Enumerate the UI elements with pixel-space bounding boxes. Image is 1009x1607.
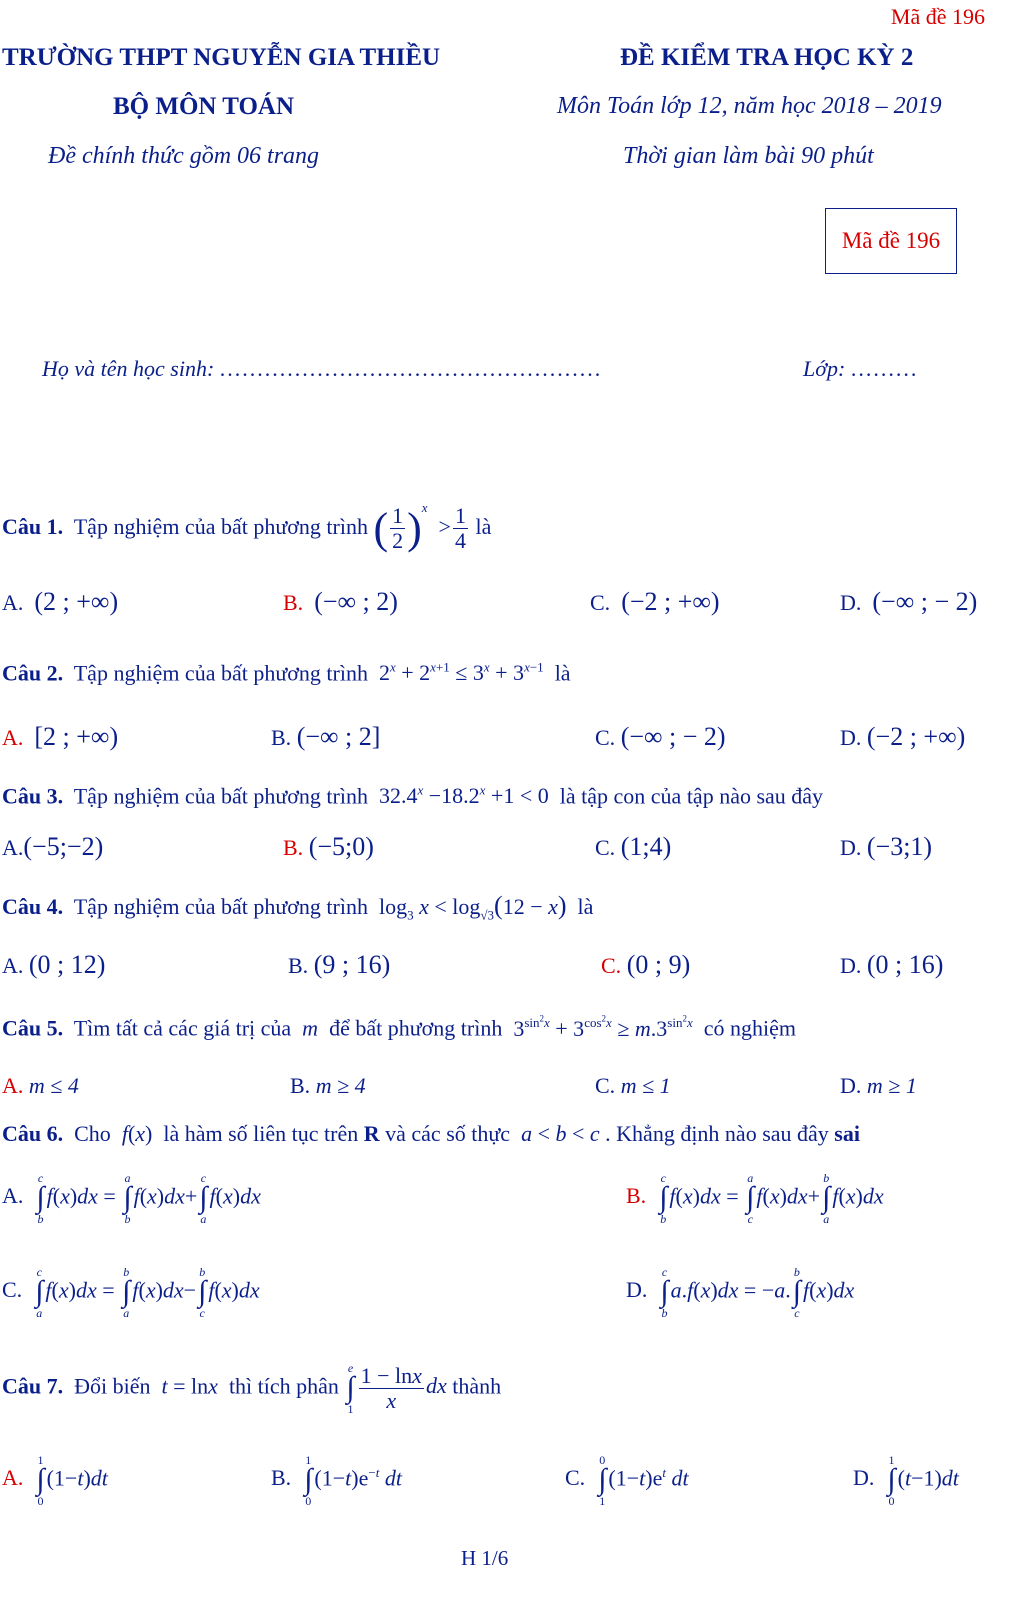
function-fx: f(x) [121, 1121, 158, 1146]
option-letter: B. [271, 1465, 292, 1491]
exam-code-box-text: Mã đề 196 [841, 228, 941, 253]
option-3a[interactable] [2, 832, 103, 862]
school-name: TRƯỜNG THPT NGUYỄN GIA THIỀU [2, 44, 441, 71]
option-value: (2 ; +∞) [34, 587, 119, 616]
option-5c[interactable] [595, 1073, 671, 1099]
question-text-end: thành [452, 1373, 502, 1399]
question-text-end: là [475, 514, 492, 539]
option-6d[interactable]: D. c ∫ b a.f(x)dx = −a. b ∫ c f(x)dx [626, 1265, 855, 1320]
question-label: Câu 7. [2, 1373, 64, 1399]
integral-formula: e ∫ 1 $\frac{1 - \ln x}{x}$ dx [346, 1361, 447, 1416]
option-6b[interactable]: B. c ∫ b f(x)dx = a ∫ c f(x)dx+ b ∫ a f(x)dx [626, 1171, 884, 1226]
option-letter: D. [626, 1277, 648, 1303]
question-text-mid2: và các số thực [385, 1121, 511, 1146]
option-letter: C. [595, 725, 616, 750]
exam-title: ĐỀ KIỂM TRA HỌC KỲ 2 [620, 44, 914, 71]
inequality-formula: ( $\frac{1}{2}$ )$^x$ > $\frac{1}{4}$ [373, 500, 466, 554]
variable-m: m [296, 1015, 324, 1041]
option-2b[interactable] [271, 722, 380, 752]
student-name-label: Họ và tên học sinh: [42, 356, 215, 381]
question-label: Câu 5. [2, 1015, 64, 1041]
option-letter: D. [840, 953, 862, 978]
option-letter: A. [2, 835, 24, 860]
option-7d[interactable]: D. 1 ∫ 0 (t−1)dt [853, 1453, 959, 1508]
option-value: (0 ; 16) [866, 950, 944, 979]
option-7a[interactable]: A. 1 ∫ 0 (1−t)dt [2, 1453, 108, 1508]
option-value: (−∞ ; 2) [314, 587, 398, 616]
option-letter: C. [590, 590, 611, 615]
question-5 [2, 1014, 796, 1042]
question-6 [2, 1121, 860, 1147]
question-text-end: . Khẳng định nào sau đây [605, 1121, 829, 1146]
option-letter: B. [283, 590, 304, 615]
question-text: Tập nghiệm của bất phương trình [73, 660, 368, 686]
question-text-bold: sai [834, 1121, 860, 1146]
option-letter: D. [840, 725, 862, 750]
question-text-end: là tập con của tập nào sau đây [559, 783, 824, 809]
question-text-end: có nghiệm [703, 1015, 796, 1041]
option-letter: D. [840, 835, 862, 860]
option-letter: B. [283, 835, 304, 860]
option-1a[interactable] [2, 587, 118, 617]
inequality-formula: $2^x + 2^{x+1} \le 3^x + 3^{x-1}$ [373, 660, 544, 686]
option-1d[interactable] [840, 587, 977, 617]
inequality-formula: $32.4^x -18.2^x +1 < 0$ [373, 783, 549, 809]
class-dots: ......... [850, 356, 919, 381]
question-label: Câu 4. [2, 894, 64, 919]
inequality-formula: $3^{sin^2x} + 3^{cos^2x} \ge m.3^{sin^2x}$ [507, 1014, 693, 1041]
question-label: Câu 3. [2, 783, 64, 809]
inequality-formula: $\log_3 x < \log_{√3}(12 - x)$ [373, 891, 567, 923]
student-name-field [42, 356, 602, 382]
option-4d[interactable] [840, 950, 943, 980]
question-text: Tập nghiệm của bất phương trình [73, 514, 368, 539]
option-2a[interactable] [2, 722, 118, 752]
option-value: m ≥ 4 [315, 1073, 366, 1098]
subject-line: Môn Toán lớp 12, năm học 2018 – 2019 [557, 93, 942, 119]
option-value: m ≤ 1 [620, 1073, 671, 1098]
option-3b[interactable] [283, 832, 374, 862]
option-letter: A. [2, 1183, 24, 1209]
option-4b[interactable] [288, 950, 390, 980]
option-value: [2 ; +∞) [34, 722, 119, 751]
option-4a[interactable] [2, 950, 105, 980]
option-letter: A. [2, 725, 24, 750]
question-label: Câu 6. [2, 1121, 64, 1146]
option-3c[interactable] [595, 832, 671, 862]
option-6a[interactable]: A. c ∫ b f(x)dx = a ∫ b f(x)dx+ c ∫ a f(x)dx [2, 1171, 261, 1226]
option-value: m ≤ 4 [28, 1073, 79, 1098]
page-number: H 1/6 [461, 1546, 509, 1570]
student-name-dots: ................................................... [219, 356, 603, 381]
official-note: Đề chính thức gồm 06 trang [48, 143, 320, 169]
option-letter: C. [565, 1465, 586, 1491]
option-value: (−5;0) [308, 832, 374, 861]
option-letter: A. [2, 1465, 24, 1491]
class-field [803, 356, 918, 382]
option-letter: C. [601, 953, 622, 978]
option-value: (0 ; 9) [626, 950, 691, 979]
question-4 [2, 891, 593, 923]
question-text: Tìm tất cả các giá trị của [73, 1015, 292, 1041]
question-text-end: là [554, 660, 571, 686]
question-text: Đổi biến [74, 1373, 151, 1399]
question-text-end: là [577, 894, 594, 919]
time-line: Thời gian làm bài 90 phút [623, 143, 874, 169]
option-letter: D. [853, 1465, 875, 1491]
question-text: Tập nghiệm của bất phương trình [73, 894, 368, 919]
option-value: (−2 ; +∞) [866, 722, 966, 751]
option-value: (−∞ ; 2] [296, 722, 381, 751]
class-label: Lớp: [803, 356, 846, 381]
option-value: (−5;−2) [23, 832, 104, 861]
abc-order: a < b < c [521, 1121, 600, 1146]
option-value: (−∞ ; − 2) [620, 722, 726, 751]
option-7c[interactable]: C. 0 ∫ 1 $(1-t)e^t$ dt [565, 1453, 689, 1508]
question-label: Câu 2. [2, 660, 64, 686]
option-6c[interactable]: C. c ∫ a f(x)dx = b ∫ a f(x)dx− b ∫ c f(x)dx [2, 1265, 260, 1320]
option-value: (9 ; 16) [313, 950, 391, 979]
option-letter: B. [290, 1073, 311, 1098]
option-value: (0 ; 12) [28, 950, 106, 979]
question-3 [2, 783, 823, 809]
option-letter: D. [840, 1073, 862, 1098]
option-value: (−∞ ; − 2) [872, 587, 978, 616]
option-1b[interactable] [283, 587, 398, 617]
option-letter: C. [595, 835, 616, 860]
option-5d[interactable] [840, 1073, 917, 1099]
question-7 [2, 1362, 501, 1415]
option-letter: C. [2, 1277, 23, 1303]
option-letter: A. [2, 953, 24, 978]
option-3d[interactable] [840, 832, 932, 862]
question-text-mid: là hàm số liên tục trên [163, 1121, 359, 1146]
option-value: (−2 ; +∞) [621, 587, 720, 616]
exam-code-box [825, 208, 957, 274]
question-text: Cho [74, 1121, 111, 1146]
option-value: (−3;1) [866, 832, 933, 861]
option-letter: B. [288, 953, 309, 978]
option-letter: D. [840, 590, 862, 615]
option-5a[interactable] [2, 1073, 79, 1099]
option-letter: B. [626, 1183, 647, 1209]
option-5b[interactable] [290, 1073, 366, 1099]
option-value: (1;4) [620, 832, 672, 861]
question-text: Tập nghiệm của bất phương trình [73, 783, 368, 809]
option-2d[interactable] [840, 722, 965, 752]
option-value: m ≥ 1 [866, 1073, 917, 1098]
option-letter: C. [595, 1073, 616, 1098]
question-1 [2, 500, 491, 554]
exam-code-top: Mã đề 196 [890, 4, 985, 29]
set-R: R [363, 1121, 380, 1146]
option-letter: A. [2, 1073, 24, 1098]
question-label: Câu 1. [2, 514, 64, 539]
option-2c[interactable] [595, 722, 726, 752]
substitution: t = lnx [161, 1373, 218, 1399]
option-letter: B. [271, 725, 292, 750]
department-name: BỘ MÔN TOÁN [113, 93, 295, 120]
option-1c[interactable] [590, 587, 720, 617]
option-7b[interactable]: B. 1 ∫ 0 $(1-t)e^{-t}$ dt [271, 1453, 402, 1508]
option-letter: A. [2, 590, 24, 615]
question-text-mid: để bất phương trình [329, 1015, 503, 1041]
question-2 [2, 660, 571, 686]
question-text-mid: thì tích phân [228, 1373, 339, 1399]
option-4c[interactable] [601, 950, 690, 980]
